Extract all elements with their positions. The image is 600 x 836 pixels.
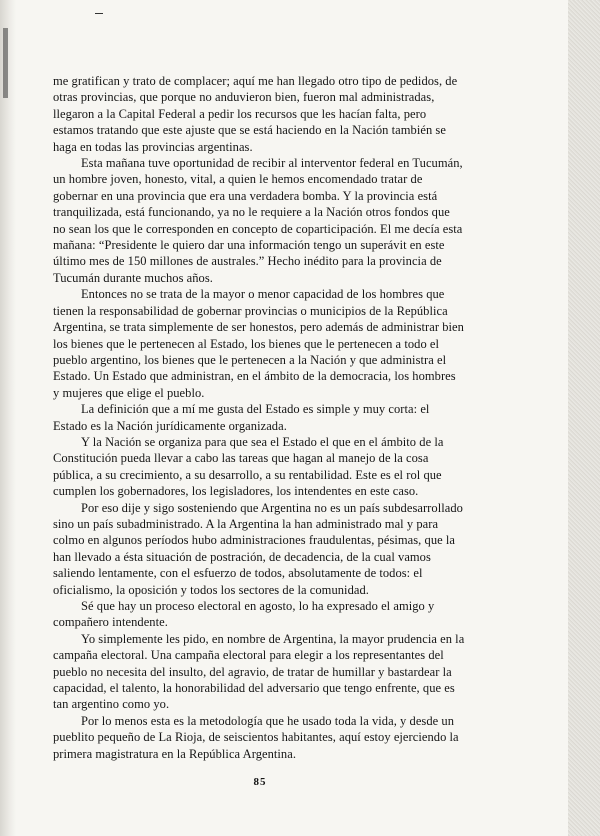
page-body	[53, 73, 465, 762]
paragraph: Entonces no se trata de la mayor o menor capacidad de los hombres que tienen la responsabilidad de gobernar provincias o municipios de la República Argentina, se trata simplemente de ser honestos, pero además de administrar bien los bienes que le pertenecen al Estado, los bienes que le pertenecen a todo el pueblo argentino, los bienes que le pertenecen a la Nación y que administra el Estado. Un Estado que administran, en el ámbito de la democracia, los hombres y mujeres que elige el pueblo.	[53, 287, 464, 400]
paragraph: Por eso dije y sigo sosteniendo que Argentina no es un país subdesarrollado sino un país subadministrado. A la Argentina la han administrado mal y para colmo en algunos períodos hubo administraciones fraudulentas, pésimas, que la han llevado a ésta situación de postración, de decadencia, de la cual vamos saliendo lentamente, con el esfuerzo de todos, absolutamente de todos: el oficialismo, la oposición y todos los sectores de la comunidad.	[53, 500, 463, 597]
page-number: 85	[253, 776, 267, 788]
paragraph: Sé que hay un proceso electoral en agosto, lo ha expresado el amigo y compañero intendente.	[53, 599, 435, 630]
binding-mark	[3, 28, 8, 98]
paragraph: Yo simplemente les pido, en nombre de Argentina, la mayor prudencia en la campaña electoral. Una campaña electoral para elegir a los representantes del pueblo no necesita del insulto, del agravio, de tratar de humillar y bastardear la capacidad, el talento, la honorabilidad del adversario que tengo enfrente, que es tan argentino como yo.	[53, 631, 465, 712]
scan-edge-right	[568, 0, 600, 836]
paragraph: Y la Nación se organiza para que sea el Estado el que en el ámbito de la Constitución pueda llevar a cabo las tareas que hagan al manejo de la cosa pública, a su crecimiento, a su desarrollo, a su rentabilidad. Este es el rol que cumplen los gobernadores, los legisladores, los intendentes en este caso.	[53, 434, 444, 499]
top-mark	[95, 13, 103, 14]
scan-edge-left	[0, 0, 16, 836]
paragraph: Por lo menos esta es la metodología que he usado toda la vida, y desde un pueblito pequeño de La Rioja, de seiscientos habitantes, aquí estoy ejerciendo la primera magistratura en la República Argentina.	[53, 713, 459, 761]
paragraph: Esta mañana tuve oportunidad de recibir al interventor federal en Tucumán, un hombre joven, honesto, vital, a quien le hemos encomendado tratar de gobernar en una provincia que era una verdadera bomba. Y la provincia está tranquilizada, está funcionando, ya no le requiere a la Nación otros fondos que no sean los que le corresponden en concepto de coparticipación. El me decía esta mañana: “Presidente le quiero dar una información tengo un superávit en este último mes de 150 millones de australes.” Hecho inédito para la provincia de Tucumán durante muchos años.	[53, 156, 463, 285]
paragraph: La definición que a mí me gusta del Estado es simple y muy corta: el Estado es la Nación jurídicamente organizada.	[53, 402, 430, 433]
paragraph: me gratifican y trato de complacer; aquí me han llegado otro tipo de pedidos, de otras provincias, que porque no anduvieron bien, fueron mal administradas, llegaron a la Capital Federal a pedir los recursos que les hacían falta, pero estamos tratando que este ajuste que se está haciendo en la Nación también se haga en todas las provincias argentinas.	[53, 74, 458, 154]
